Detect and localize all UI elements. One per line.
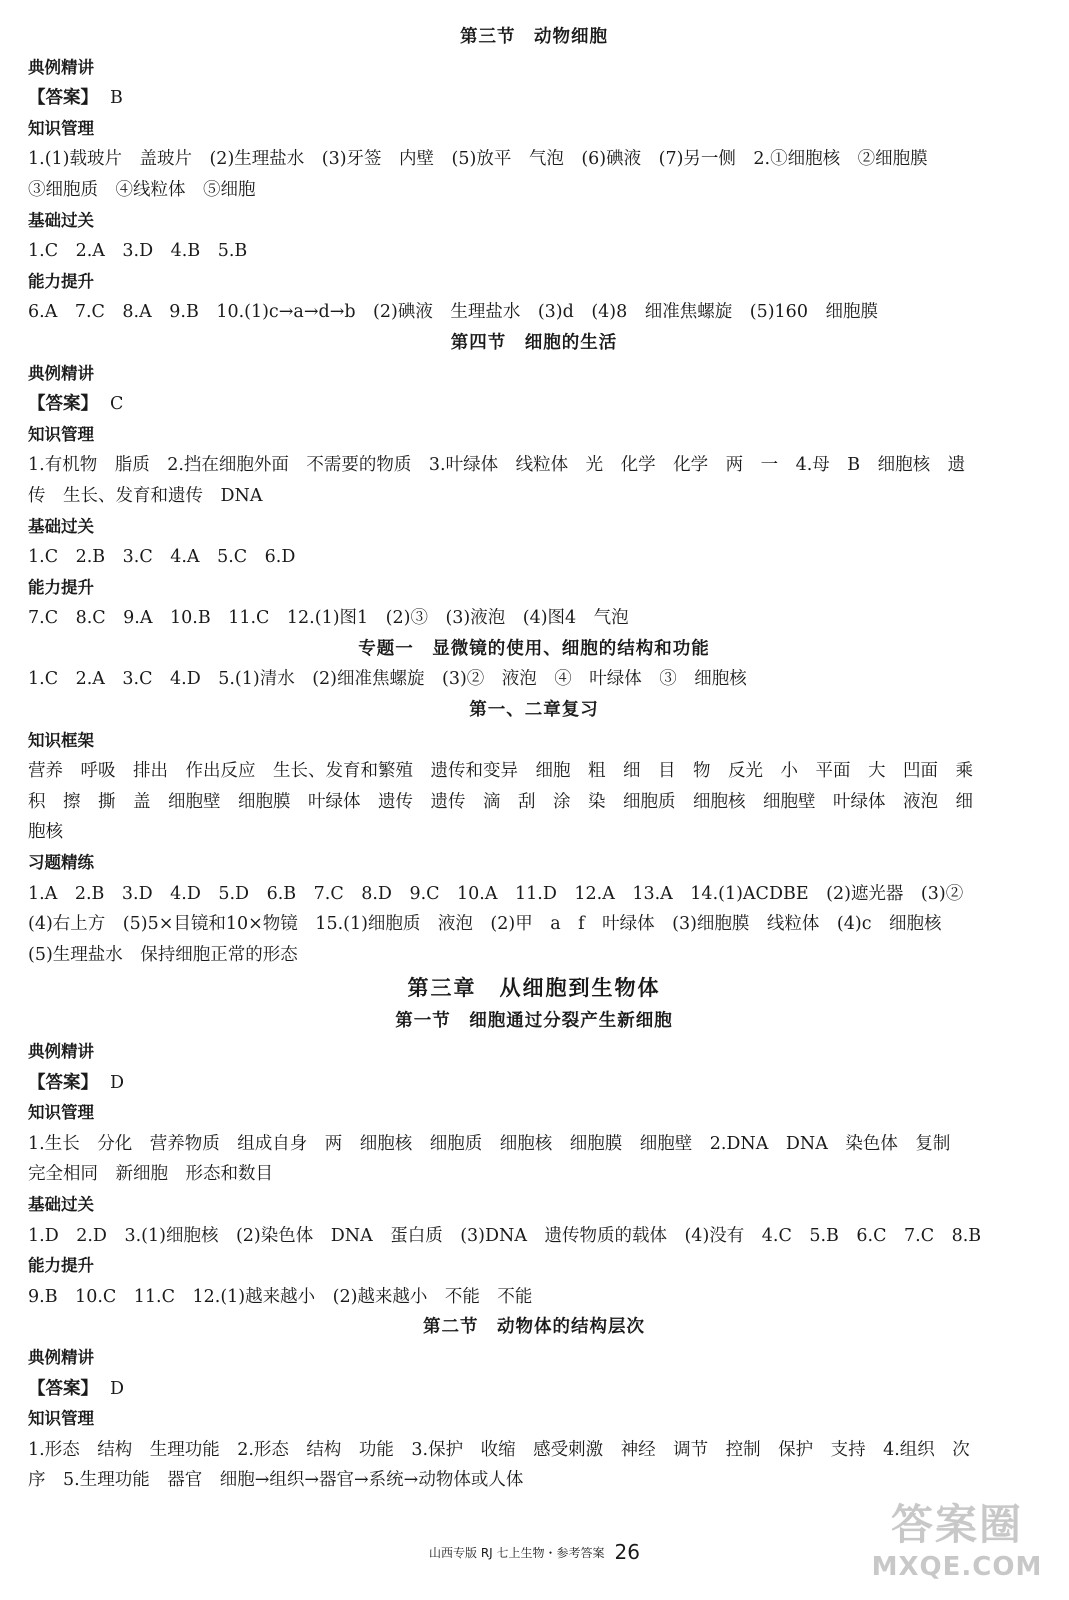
answer-value: D bbox=[110, 1072, 125, 1093]
answer-text-line: ③细胞质 ④线粒体 ⑤细胞 bbox=[28, 179, 256, 200]
answer-label: 【答案】 bbox=[28, 394, 98, 415]
section-heading: 第一、二章复习 bbox=[469, 700, 599, 721]
answer-label: 【答案】 bbox=[28, 1072, 98, 1093]
page-number: 26 bbox=[614, 1540, 640, 1564]
subsection-label: 习题精练 bbox=[28, 853, 94, 873]
answer-text-line: 9.B 10.C 11.C 12.(1)越来越小 (2)越来越小 不能 不能 bbox=[28, 1286, 533, 1307]
answer-line bbox=[28, 389, 1040, 420]
section-heading: 第三节 动物细胞 bbox=[460, 27, 608, 47]
answer-text-line: 1.形态 结构 生理功能 2.形态 结构 功能 3.保护 收缩 感受刺激 神经 调节 控制 保护 支持 4.组织 次 bbox=[28, 1439, 970, 1460]
answer-text-line: 营养 呼吸 排出 作出反应 生长、发育和繁殖 遗传和变异 细胞 粗 细 目 物 反光 小 平面 大 凹面 乘 bbox=[28, 761, 973, 782]
subsection-label: 能力提升 bbox=[28, 577, 94, 597]
answer-line bbox=[28, 1068, 1040, 1099]
subsection-label: 基础过关 bbox=[28, 210, 94, 230]
answer-text-line: 7.C 8.C 9.A 10.B 11.C 12.(1)图1 (2)③ (3)液泡 (4)图4 气泡 bbox=[28, 608, 629, 629]
answer-text-line: 6.A 7.C 8.A 9.B 10.(1)c→a→d→b (2)碘液 生理盐水 (3)d (4)8 细准焦螺旋 (5)160 细胞膜 bbox=[28, 302, 878, 323]
subsection-label: 典例精讲 bbox=[28, 57, 94, 77]
answer-label: 【答案】 bbox=[28, 88, 98, 109]
answer-text-line: 1.A 2.B 3.D 4.D 5.D 6.B 7.C 8.D 9.C 10.A 11.D 12.A 13.A 14.(1)ACDBE (2)遮光器 (3)② bbox=[28, 883, 964, 904]
subsection-label: 知识管理 bbox=[28, 118, 94, 138]
watermark-logo bbox=[857, 1498, 1057, 1596]
answer-text-line: 积 擦 撕 盖 细胞壁 细胞膜 叶绿体 遗传 遗传 滴 刮 涂 染 细胞质 细胞核 细胞壁 叶绿体 液泡 细 bbox=[28, 791, 973, 812]
watermark-top: 答案圈 bbox=[890, 1500, 1023, 1549]
subsection-label: 知识管理 bbox=[28, 1409, 94, 1429]
subsection-label: 典例精讲 bbox=[28, 363, 94, 383]
answer-text-line: 传 生长、发育和遗传 DNA bbox=[28, 485, 263, 506]
answer-line bbox=[28, 83, 1040, 114]
subsection-label: 典例精讲 bbox=[28, 1042, 94, 1061]
answer-text-line: 序 5.生理功能 器官 细胞→组织→器官→系统→动物体或人体 bbox=[28, 1470, 524, 1491]
section-heading: 第二节 动物体的结构层次 bbox=[423, 1317, 645, 1338]
answer-text-line: 1.生长 分化 营养物质 组成自身 两 细胞核 细胞质 细胞核 细胞膜 细胞壁 2.DNA DNA 染色体 复制 bbox=[28, 1133, 951, 1154]
footer-label: 山西专版 RJ 七上生物・参考答案 bbox=[429, 1546, 605, 1560]
answer-text-line: 1.C 2.B 3.C 4.A 5.C 6.D bbox=[28, 547, 296, 568]
section-heading: 第四节 细胞的生活 bbox=[450, 332, 618, 353]
section-heading: 第一节 细胞通过分裂产生新细胞 bbox=[395, 1011, 673, 1032]
subsection-label: 知识管理 bbox=[28, 424, 94, 444]
answer-text-line: 完全相同 新细胞 形态和数目 bbox=[28, 1164, 273, 1185]
subsection-label: 基础过关 bbox=[28, 1194, 94, 1214]
answer-page bbox=[28, 22, 1040, 1496]
answer-text-line: 1.C 2.A 3.C 4.D 5.(1)清水 (2)细准焦螺旋 (3)② 液泡 ④ 叶绿体 ③ 细胞核 bbox=[28, 669, 747, 690]
subsection-label: 典例精讲 bbox=[28, 1347, 94, 1367]
answer-text-line: (4)右上方 (5)5×目镜和10×物镜 15.(1)细胞质 液泡 (2)甲 a f 叶绿体 (3)细胞膜 线粒体 (4)c 细胞核 bbox=[28, 914, 942, 935]
answer-text-line: 1.D 2.D 3.(1)细胞核 (2)染色体 DNA 蛋白质 (3)DNA 遗传物质的载体 (4)没有 4.C 5.B 6.C 7.C 8.B bbox=[28, 1225, 982, 1246]
answer-text-line: (5)生理盐水 保持细胞正常的形态 bbox=[28, 944, 298, 965]
answer-text-line: 1.C 2.A 3.D 4.B 5.B bbox=[28, 241, 248, 262]
watermark-bottom: MXQE.COM bbox=[871, 1552, 1043, 1582]
answer-label: 【答案】 bbox=[28, 1378, 98, 1399]
subsection-label: 知识框架 bbox=[28, 730, 94, 750]
answer-line bbox=[28, 1374, 1040, 1405]
subsection-label: 能力提升 bbox=[28, 1256, 94, 1276]
answer-text-line: 胞核 bbox=[28, 822, 63, 843]
subsection-label: 能力提升 bbox=[28, 271, 94, 291]
answer-text-line: 1.(1)载玻片 盖玻片 (2)生理盐水 (3)牙签 内壁 (5)放平 气泡 (6)碘液 (7)另一侧 2.①细胞核 ②细胞膜 bbox=[28, 149, 928, 170]
subsection-label: 知识管理 bbox=[28, 1103, 94, 1123]
chapter-heading: 第三章 从细胞到生物体 bbox=[407, 975, 661, 1001]
answer-text-line: 1.有机物 脂质 2.挡在细胞外面 不需要的物质 3.叶绿体 线粒体 光 化学 化学 两 一 4.母 B 细胞核 遗 bbox=[28, 455, 966, 476]
answer-value: C bbox=[110, 394, 124, 415]
answer-value: D bbox=[110, 1378, 125, 1399]
answer-value: B bbox=[110, 88, 123, 109]
section-heading: 专题一 显微镜的使用、细胞的结构和功能 bbox=[358, 638, 710, 659]
subsection-label: 基础过关 bbox=[28, 516, 94, 536]
